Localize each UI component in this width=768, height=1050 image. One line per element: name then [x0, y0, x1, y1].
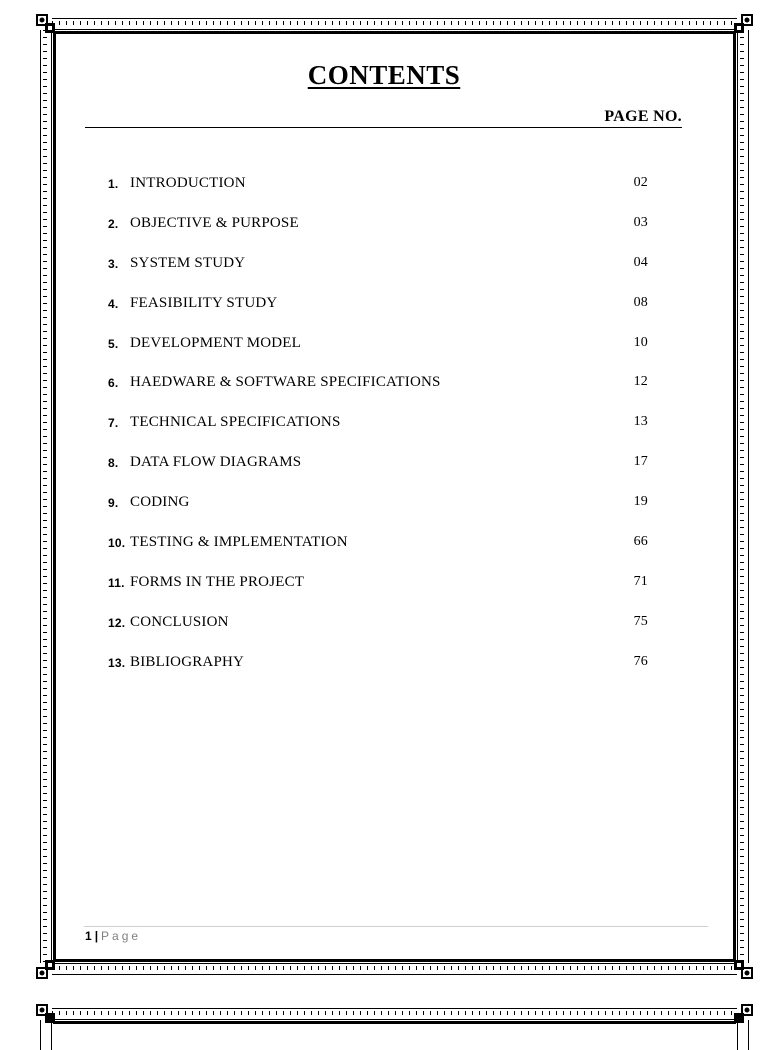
table-of-contents	[108, 172, 648, 691]
toc-entry	[108, 252, 648, 292]
toc-entry	[108, 212, 648, 252]
toc-entry-title: TECHNICAL SPECIFICATIONS	[130, 414, 341, 431]
toc-entry-title: CONCLUSION	[130, 613, 229, 630]
toc-entry-number: 5.	[108, 336, 119, 351]
border-right	[737, 30, 749, 963]
toc-entry-page: 75	[633, 613, 648, 629]
toc-entry-title: SYSTEM STUDY	[130, 254, 246, 271]
next-border-right	[737, 1020, 749, 1050]
toc-entry	[108, 371, 648, 411]
toc-entry-number: 10.	[108, 536, 126, 551]
toc-entry	[108, 332, 648, 372]
toc-entry-number: 9.	[108, 496, 119, 511]
toc-entry	[108, 411, 648, 451]
footer-rule	[84, 926, 708, 927]
page-title: CONTENTS	[307, 60, 461, 90]
footer-page-word: Page	[101, 929, 142, 943]
toc-entry-page: 02	[633, 175, 648, 190]
next-page-border	[40, 1008, 749, 1048]
footer-separator: |	[94, 929, 99, 943]
corner-ornament-icon	[733, 959, 753, 979]
corner-ornament-icon	[36, 959, 56, 979]
toc-entry-page: 19	[633, 494, 648, 510]
toc-entry-number: 8.	[108, 456, 119, 471]
toc-entry-page: 12	[633, 374, 648, 390]
toc-entry-title: FEASIBILITY STUDY	[130, 294, 278, 311]
footer-page-number: 1	[85, 929, 92, 943]
toc-entry-page: 66	[633, 534, 648, 550]
corner-ornament-icon	[733, 14, 753, 34]
toc-entry-title: BIBLIOGRAPHY	[130, 653, 245, 670]
toc-entry-page: 76	[633, 653, 648, 669]
toc-entry-title: HAEDWARE & SOFTWARE SPECIFICATIONS	[130, 374, 441, 391]
border-top	[52, 18, 737, 30]
border-bottom	[52, 963, 737, 975]
toc-entry-title: INTRODUCTION	[130, 175, 246, 191]
toc-entry-number: 12.	[108, 615, 126, 630]
toc-entry-page: 08	[633, 294, 648, 310]
toc-entry	[108, 292, 648, 332]
toc-entry-title: TESTING & IMPLEMENTATION	[130, 534, 348, 551]
toc-entry-page: 10	[633, 334, 648, 350]
toc-entry	[108, 651, 648, 691]
toc-entry-number: 1.	[108, 177, 119, 191]
toc-entry-page: 71	[633, 573, 648, 589]
toc-entry	[108, 531, 648, 571]
page-no-heading: PAGE NO.	[604, 108, 682, 125]
toc-entry-title: DEVELOPMENT MODEL	[130, 334, 302, 351]
toc-entry-title: OBJECTIVE & PURPOSE	[130, 214, 299, 231]
next-border-top	[52, 1008, 737, 1020]
toc-entry-number: 2.	[108, 216, 119, 231]
toc-entry-number: 4.	[108, 296, 119, 311]
toc-entry-title: DATA FLOW DIAGRAMS	[130, 454, 302, 471]
toc-entry-number: 7.	[108, 416, 119, 431]
corner-ornament-icon	[36, 1004, 56, 1024]
toc-entry-title: FORMS IN THE PROJECT	[130, 573, 305, 590]
toc-entry-number: 3.	[108, 256, 119, 271]
toc-entry	[108, 451, 648, 491]
border-left	[40, 30, 52, 963]
toc-entry	[108, 571, 648, 611]
toc-entry-title: CODING	[130, 494, 190, 511]
corner-ornament-icon	[36, 14, 56, 34]
page-footer	[85, 929, 141, 943]
corner-ornament-icon	[733, 1004, 753, 1024]
toc-entry	[108, 172, 648, 212]
toc-entry-number: 13.	[108, 655, 126, 670]
next-border-left	[40, 1020, 52, 1050]
toc-entry	[108, 611, 648, 651]
toc-entry-page: 13	[633, 414, 648, 430]
toc-entry-page: 17	[633, 454, 648, 470]
toc-entry-number: 6.	[108, 376, 119, 391]
toc-entry-page: 04	[633, 254, 648, 270]
toc-entry-page: 03	[633, 214, 648, 230]
toc-entry	[108, 491, 648, 531]
heading-rule	[85, 127, 682, 128]
toc-entry-number: 11.	[108, 575, 125, 590]
